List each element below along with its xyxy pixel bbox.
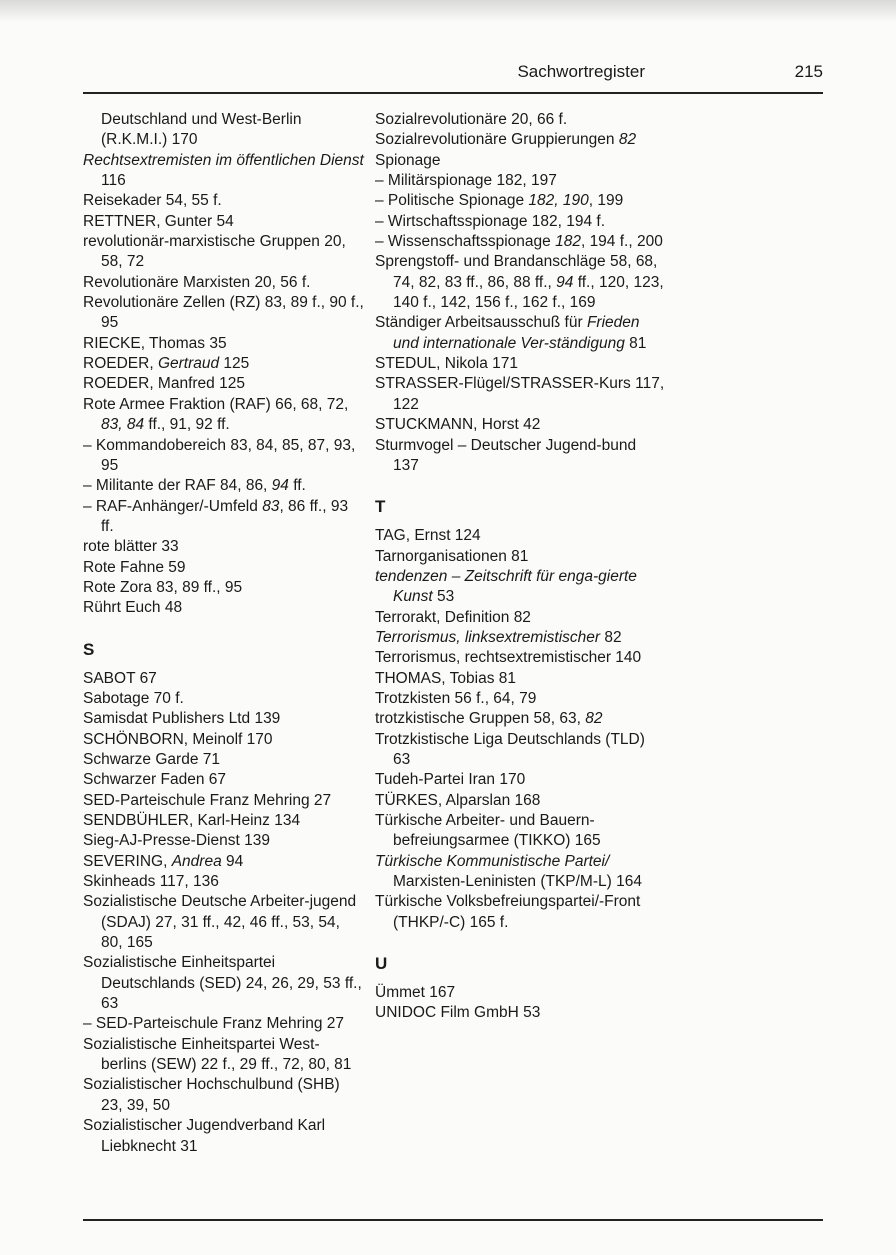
entry-text: Schwarze Garde 71: [83, 750, 220, 768]
index-entry: [375, 374, 665, 415]
entry-text: Revolutionäre Zellen (RZ) 83, 89 f., 90 f., 95: [83, 294, 364, 332]
index-entry: [375, 191, 665, 211]
index-entry: [83, 892, 365, 953]
index-entry: [375, 526, 665, 546]
index-entry: [375, 567, 665, 608]
index-entry: [83, 578, 365, 598]
entry-text: 81: [624, 334, 647, 352]
entry-text: Sozialistische Einheitspartei West-berlins (SEW) 22 f., 29 ff., 72, 80, 81: [83, 1035, 352, 1074]
index-entry: [83, 872, 365, 892]
index-entry: [83, 334, 365, 354]
entry-text: RIECKE, Thomas 35: [83, 334, 227, 352]
index-entry: [83, 476, 365, 496]
entry-text: Schwarzer Faden 67: [83, 771, 227, 789]
index-entry: [83, 212, 365, 232]
entry-text: – Wirtschaftsspionage 182, 194 f.: [375, 212, 606, 230]
entry-text: – Wissenschaftsspionage: [375, 233, 556, 251]
entry-text-italic: 82: [585, 710, 603, 728]
entry-text: Trotzkisten 56 f., 64, 79: [375, 689, 537, 707]
entry-text: Deutschland und West-Berlin (R.K.M.I.) 170: [101, 111, 302, 149]
entry-text-italic: 83, 84: [101, 416, 145, 434]
entry-text-italic: tendenzen – Zeitschrift für enga-gierte Kunst: [375, 567, 637, 606]
entry-text-italic: 182: [555, 233, 581, 251]
entry-text: Revolutionäre Marxisten 20, 56 f.: [83, 273, 311, 291]
footer-rule: [83, 1219, 823, 1221]
entry-text: SED-Parteischule Franz Mehring 27: [83, 791, 332, 809]
index-entry: [375, 669, 665, 689]
index-entry: [375, 811, 665, 852]
entry-text: ff.: [288, 477, 306, 495]
entry-text: 94: [221, 852, 244, 870]
index-entry: [83, 191, 365, 211]
entry-text: SEVERING,: [83, 852, 172, 870]
index-entry: [83, 1035, 365, 1076]
entry-text: Trotzkistische Liga Deutschlands (TLD) 63: [375, 730, 645, 768]
entry-text: , 199: [588, 192, 624, 210]
index-column-left: [83, 110, 365, 1157]
entry-text-italic: Andrea: [171, 852, 222, 870]
entry-text: Terrorismus, rechtsextremistischer 140: [375, 649, 642, 667]
entry-text: Ständiger Arbeitsausschuß für: [375, 314, 587, 332]
index-entry: [375, 354, 665, 374]
entry-text-italic: 94: [556, 273, 574, 291]
entry-text: ROEDER,: [83, 355, 158, 373]
entry-text: Marxisten-Leninisten (TKP/M-L) 164: [393, 873, 642, 891]
index-entry: [375, 709, 665, 729]
entry-text: trotzkistische Gruppen 58, 63,: [375, 710, 586, 728]
index-entry: [83, 709, 365, 729]
entry-text: Tudeh-Partei Iran 170: [375, 771, 526, 789]
entry-text: Samisdat Publishers Ltd 139: [83, 710, 281, 728]
section-letter: [83, 639, 365, 661]
index-entry: [375, 689, 665, 709]
entry-text: STRASSER-Flügel/STRASSER-Kurs 117, 122: [375, 375, 665, 413]
entry-text: Ümmet 167: [375, 984, 456, 1002]
index-entry: [375, 415, 665, 435]
index-entry: [375, 983, 665, 1003]
index-entry: [375, 648, 665, 668]
entry-text: RETTNER, Gunter 54: [83, 212, 234, 230]
entry-text: , 194 f., 200: [580, 233, 663, 251]
index-entry: [375, 791, 665, 811]
entry-text: SENDBÜHLER, Karl-Heinz 134: [83, 812, 301, 829]
index-entry: [375, 232, 665, 252]
entry-text-italic: Terrorismus, linksextremistischer: [375, 628, 601, 646]
entry-text: S: [83, 639, 95, 659]
index-entry: [83, 598, 365, 618]
entry-text: Sozialistische Deutsche Arbeiter-jugend (SDAJ) 27, 31 ff., 42, 46 ff., 53, 54, 80, 165: [83, 893, 357, 952]
entry-text: – Kommandobereich 83, 84, 85, 87, 93, 95: [83, 436, 356, 474]
entry-text: SABOT 67: [83, 669, 157, 687]
entry-text: Sprengstoff- und Brandanschläge 58, 68, 74, 82, 83 ff., 86, 88 ff.,: [375, 253, 658, 291]
index-entry: [375, 252, 665, 313]
index-entry: [83, 497, 365, 538]
index-entry: [83, 232, 365, 273]
running-title: Sachwortregister: [517, 62, 645, 81]
entry-text: SCHÖNBORN, Meinolf 170: [83, 730, 273, 748]
index-entry: [375, 436, 665, 477]
index-entry: [83, 537, 365, 557]
entry-text: – Politische Spionage: [375, 192, 529, 210]
entry-text: Tarnorganisationen 81: [375, 547, 529, 565]
index-entry: [83, 669, 365, 689]
index-entry: [375, 547, 665, 567]
index-entry: [375, 171, 665, 191]
entry-text: – SED-Parteischule Franz Mehring 27: [83, 1015, 345, 1033]
entry-text: Sozialistischer Hochschulbund (SHB) 23, 39, 50: [83, 1076, 340, 1114]
index-entry: [375, 151, 665, 171]
entry-text-italic: 82: [618, 131, 637, 149]
entry-text: 116: [101, 172, 126, 190]
entry-text: TÜRKES, Alparslan 168: [375, 791, 541, 809]
entry-text: Rote Fahne 59: [83, 558, 186, 576]
index-entry: [375, 730, 665, 771]
index-entry: [83, 395, 365, 436]
header-rule: [83, 92, 823, 94]
index-entry: [83, 750, 365, 770]
entry-text: Rote Zora 83, 89 ff., 95: [83, 578, 243, 596]
entry-text: Terrorakt, Definition 82: [375, 608, 531, 626]
page-number: 215: [794, 62, 823, 81]
entry-text: Rote Armee Fraktion (RAF) 66, 68, 72,: [83, 395, 349, 413]
index-entry: [375, 892, 665, 933]
index-entry: [83, 110, 365, 151]
entry-text: STEDUL, Nikola 171: [375, 355, 519, 373]
index-entry: [83, 354, 365, 374]
index-entry: [83, 151, 365, 192]
entry-text: Sieg-AJ-Presse-Dienst 139: [83, 832, 270, 850]
entry-text: Spionage: [375, 151, 441, 169]
index-entry: [83, 1014, 365, 1034]
entry-text-italic: Türkische Kommunistische Partei/: [375, 852, 610, 870]
entry-text: 82: [600, 628, 622, 646]
entry-text: U: [375, 954, 388, 974]
entry-text: Türkische Volksbefreiungspartei/-Front (THKP/-C) 165 f.: [375, 893, 641, 931]
entry-text: 53: [432, 588, 455, 606]
index-entry: [83, 558, 365, 578]
entry-text: revolutionär-marxistische Gruppen 20, 58, 72: [83, 233, 346, 271]
entry-text: ff., 91, 92 ff.: [144, 416, 230, 434]
entry-text: T: [375, 497, 386, 517]
index-entry: [83, 293, 365, 334]
entry-text-italic: Rechtsextremisten im öffentlichen Dienst: [83, 151, 364, 169]
entry-text: , 86 ff., 93 ff.: [101, 497, 349, 535]
index-column-right: [375, 110, 665, 1024]
index-entry: [83, 852, 365, 872]
entry-text-italic: Frieden und internationale Ver-ständigung: [393, 314, 640, 352]
entry-text: Sozialistische Einheitspartei Deutschlands (SED) 24, 26, 29, 53 ff., 63: [83, 954, 362, 1013]
entry-text: Sturmvogel – Deutscher Jugend-bund 137: [375, 436, 637, 474]
entry-text-italic: 182, 190: [528, 192, 589, 210]
entry-text: Sozialistischer Jugendverband Karl Liebknecht 31: [83, 1117, 326, 1155]
index-entry: [83, 953, 365, 1014]
index-entry: [375, 1003, 665, 1023]
entry-text: UNIDOC Film GmbH 53: [375, 1004, 541, 1022]
entry-text: Sabotage 70 f.: [83, 689, 184, 707]
index-entry: [83, 1116, 365, 1157]
index-entry: [83, 831, 365, 851]
entry-text: rote blätter 33: [83, 538, 179, 556]
index-entry: [83, 1075, 365, 1116]
index-entry: [83, 374, 365, 394]
entry-text: Sozialrevolutionäre Gruppierungen: [375, 131, 619, 149]
index-entry: [375, 852, 665, 893]
entry-text-italic: 83: [262, 497, 280, 515]
index-entry: [375, 628, 665, 648]
entry-text-italic: Gertraud: [157, 355, 220, 373]
index-entry: [375, 110, 665, 130]
entry-text: Sozialrevolutionäre 20, 66 f.: [375, 111, 568, 128]
index-entry: [375, 608, 665, 628]
index-entry: [83, 273, 365, 293]
index-entry: [83, 436, 365, 477]
entry-text: Reisekader 54, 55 f.: [83, 192, 222, 210]
index-entry: [375, 770, 665, 790]
section-letter: [375, 953, 665, 975]
index-entry: [83, 770, 365, 790]
index-entry: [83, 811, 365, 831]
entry-text: ff., 120, 123, 140 f., 142, 156 f., 162 f., 169: [393, 273, 664, 312]
entry-text: – Militärspionage 182, 197: [375, 172, 557, 190]
entry-text: Skinheads 117, 136: [83, 873, 219, 891]
entry-text: – RAF-Anhänger/-Umfeld: [83, 497, 263, 515]
index-entry: [83, 689, 365, 709]
index-entry: [375, 313, 665, 354]
index-entry: [375, 212, 665, 232]
entry-text: Rührt Euch 48: [83, 599, 183, 617]
entry-text: 125: [219, 355, 250, 373]
entry-text: Türkische Arbeiter- und Bauern-befreiungsarmee (TIKKO) 165: [375, 812, 601, 850]
section-letter: [375, 496, 665, 518]
entry-text: ROEDER, Manfred 125: [83, 375, 245, 393]
index-entry: [375, 130, 665, 150]
entry-text: THOMAS, Tobias 81: [375, 669, 516, 687]
entry-text-italic: 94: [271, 477, 289, 495]
index-entry: [83, 730, 365, 750]
entry-text: STUCKMANN, Horst 42: [375, 416, 541, 434]
index-entry: [83, 791, 365, 811]
page-header: [83, 62, 823, 86]
scan-shadow: [0, 0, 896, 22]
entry-text: – Militante der RAF 84, 86,: [83, 477, 272, 495]
entry-text: TAG, Ernst 124: [375, 527, 481, 545]
